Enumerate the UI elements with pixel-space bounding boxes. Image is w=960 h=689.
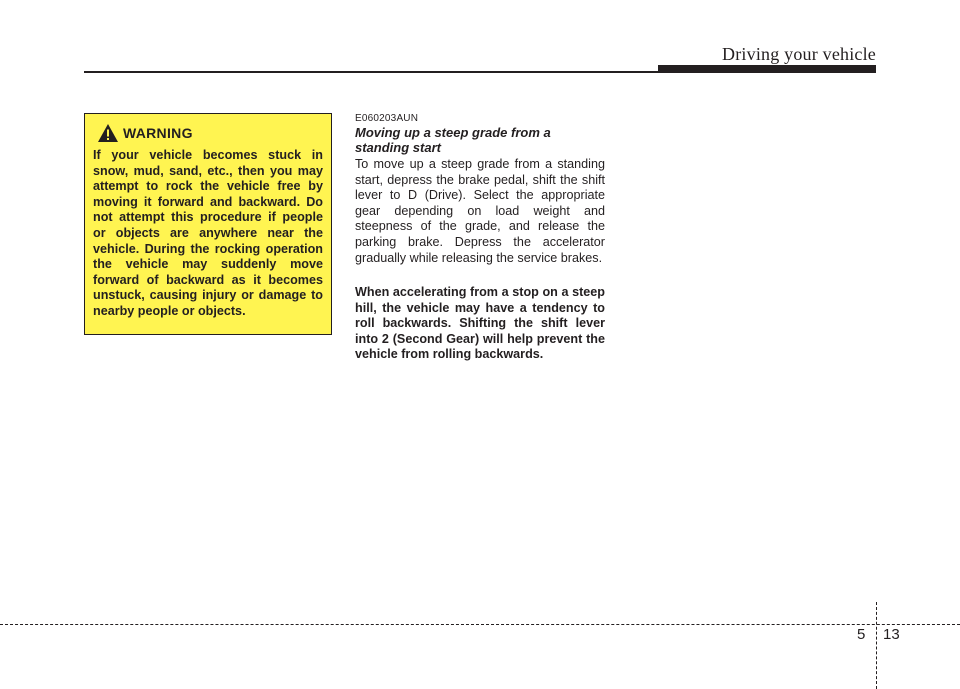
footer-vertical-dashed-rule (876, 602, 877, 689)
section-note: When accelerating from a stop on a steep hill, the vehicle may have a tendency to roll backwards. Shifting the shift lever into 2 (Second Gear) will help prevent the vehicle from rolling backwards. (355, 285, 605, 362)
header-rule-thin (84, 71, 660, 73)
footer-section-number: 5 (857, 626, 866, 643)
warning-text: If your vehicle becomes stuck in snow, mud, sand, etc., then you may attempt to rock the vehicle free by moving it forward and backward. Do not attempt this procedure if people or objects are anywhere near the vehicle. During the rocking operation the vehicle may suddenly move forward of backward as it becomes unstuck, causing injury or damage to nearby people or objects. (93, 148, 323, 318)
footer-page-number: 13 (883, 626, 900, 643)
section-code: E060203AUN (355, 113, 419, 124)
header-title: Driving your vehicle (722, 44, 876, 64)
header-rule-thick (658, 65, 876, 73)
warning-title: WARNING (123, 125, 193, 141)
section-body: To move up a steep grade from a standing start, depress the brake pedal, shift the shift lever to D (Drive). Select the appropriate gear depending on load weight and steepness of the grade, and release the parking brake. Depress the accelerator gradually while releasing the service brakes. (355, 157, 605, 265)
warning-box (84, 113, 332, 335)
warning-head (97, 121, 323, 145)
warning-triangle-icon (97, 123, 119, 143)
section-heading: Moving up a steep grade from a standing start (355, 125, 551, 155)
footer-dashed-rule (0, 624, 960, 625)
